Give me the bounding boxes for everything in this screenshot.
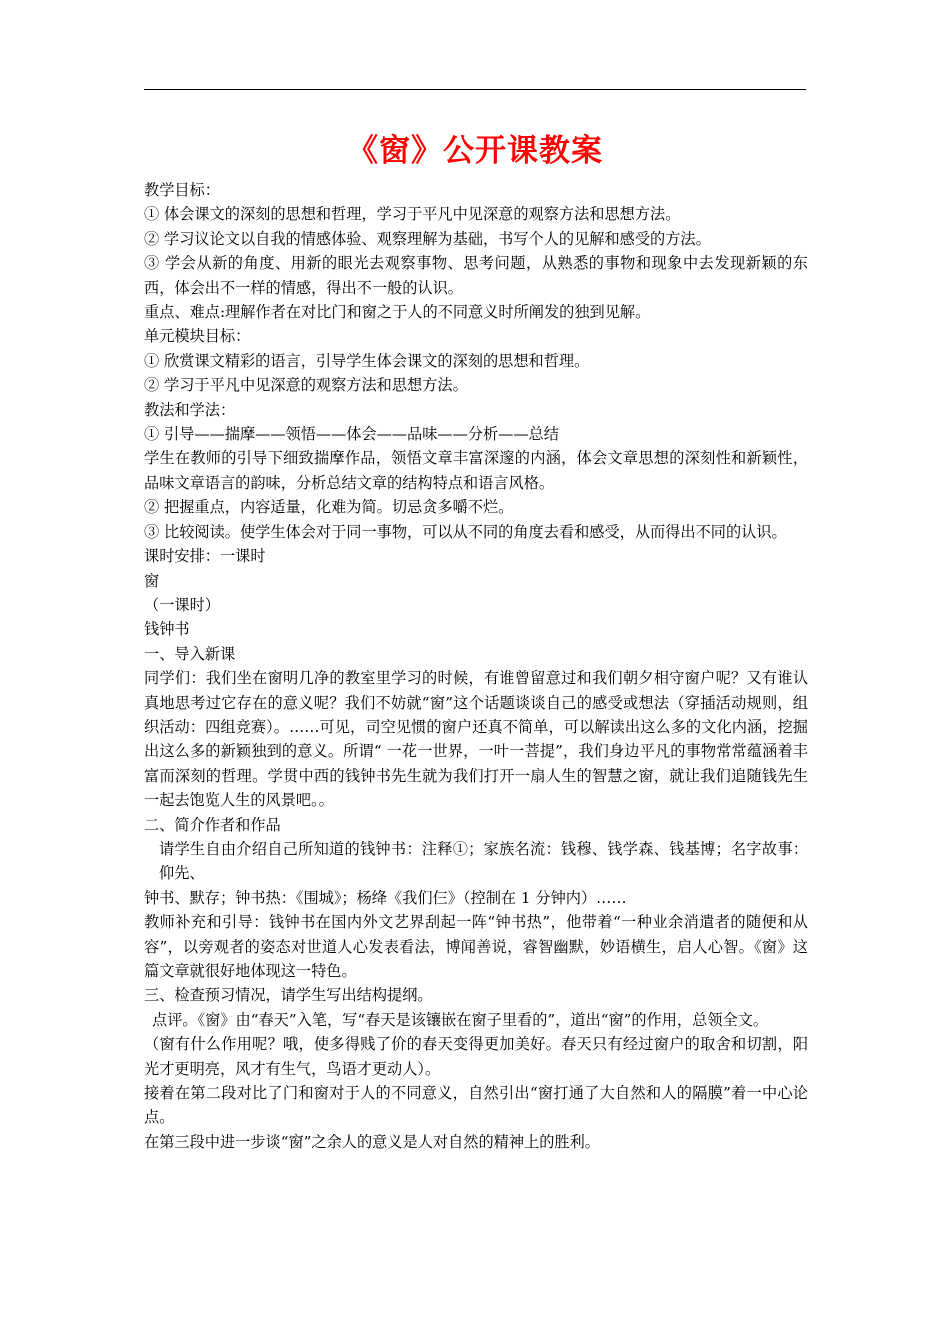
paragraph: 钱钟书 bbox=[144, 620, 190, 639]
section-heading: 三、检查预习情况，请学生写出结构提纲。 bbox=[144, 986, 433, 1005]
paragraph: 学生在教师的引导下细致揣摩作品，领悟文章丰富深邃的内涵，体会文章思想的深刻性和新颖性，品味文章语言的韵味，分析总结文章的结构特点和语言风格。 bbox=[144, 449, 808, 492]
paragraph: ② 学习议论文以自我的情感体验、观察理解为基础，书写个人的见解和感受的方法。 bbox=[144, 229, 711, 248]
section-heading: 一、导入新课 bbox=[144, 644, 236, 663]
paragraph: ③ 学会从新的角度、用新的眼光去观察事物、思考问题，从熟悉的事物和现象中去发现新颖的东西，体会出不一样的情感，得出不一般的认识。 bbox=[144, 254, 808, 297]
document-body bbox=[144, 178, 808, 1154]
paragraph: 请学生自由介绍自己所知道的钱钟书：注释①；家族名流：钱穆、钱学森、钱基博；名字故事：仰先、 bbox=[159, 839, 808, 883]
paragraph: 教学目标： bbox=[144, 181, 220, 199]
paragraph: ① 引导——揣摩——领悟——体会——品味——分析——总结 bbox=[144, 425, 559, 444]
paragraph: 点评。《窗》由“春天”入笔，写“春天是该镶嵌在窗子里看的”，道出“窗”的作用，总领全文。 bbox=[152, 1010, 769, 1029]
paragraph: （一课时） bbox=[144, 595, 220, 614]
paragraph: 在第三段中进一步谈“窗”之余人的意义是人对自然的精神上的胜利。 bbox=[144, 1132, 600, 1151]
paragraph: 窗 bbox=[144, 571, 160, 590]
paragraph: 教师补充和引导：钱钟书在国内外文艺界刮起一阵“钟书热”，他带着“一种业余消遣者的随便和从容”，以旁观者的姿态对世道人心发表看法，博闻善说，睿智幽默，妙语横生，启人心智。《窗》这篇文章就很好地体现这一特色。 bbox=[144, 913, 808, 980]
section-heading: 二、简介作者和作品 bbox=[144, 815, 281, 834]
paragraph: ① 体会课文的深刻的思想和哲理，学习于平凡中见深意的观察方法和思想方法。 bbox=[144, 205, 681, 224]
header-rule bbox=[144, 89, 806, 90]
paragraph: ② 把握重点，内容适量，化难为简。切忌贪多嚼不烂。 bbox=[144, 498, 514, 517]
paragraph: 课时安排：一课时 bbox=[144, 547, 266, 566]
paragraph: 同学们：我们坐在窗明几净的教室里学习的时候，有谁曾留意过和我们朝夕相守窗户呢？又有谁认真地思考过它存在的意义呢？我们不妨就“窗”这个话题谈谈自己的感受或想法（穿插活动规则，组织活动：四组竞赛）。……可见，司空见惯的窗户还真不简单，可以解读出这么多的文化内涵，挖掘出这么多的新颖独到的意义。所谓“ 一花一世界，一叶一菩提”，我们身边平凡的事物常常蕴涵着丰富而深刻的哲理。学贯中西的钱钟书先生就为我们打开一扇人生的智慧之窗，就让我们追随钱先生一起去饱览人生的风景吧。。 bbox=[144, 669, 808, 810]
paragraph: 教法和学法： bbox=[144, 400, 236, 419]
paragraph: ② 学习于平凡中见深意的观察方法和思想方法。 bbox=[144, 376, 468, 395]
paragraph: 重点、难点:理解作者在对比门和窗之于人的不同意义时所阐发的独到见解。 bbox=[144, 303, 651, 322]
paragraph: ① 欣赏课文精彩的语言，引导学生体会课文的深刻的思想和哲理。 bbox=[144, 351, 590, 370]
paragraph: 接着在第二段对比了门和窗对于人的不同意义，自然引出“窗打通了大自然和人的隔膜”着一中心论点。 bbox=[144, 1084, 808, 1127]
paragraph: （窗有什么作用呢？哦，使多得贱了价的春天变得更加美好。春天只有经过窗户的取舍和切割，阳光才更明亮，风才有生气，鸟语才更动人）。 bbox=[144, 1035, 808, 1078]
document-title: 《窗》公开课教案 bbox=[347, 133, 603, 169]
paragraph: ③ 比较阅读。使学生体会对于同一事物，可以从不同的角度去看和感受，从而得出不同的认识。 bbox=[144, 522, 787, 541]
paragraph: 钟书、默存；钟书热：《围城》；杨绛《我们仨》（控制在 1 分钟内）…… bbox=[144, 888, 627, 907]
paragraph: 单元模块目标： bbox=[144, 327, 251, 346]
